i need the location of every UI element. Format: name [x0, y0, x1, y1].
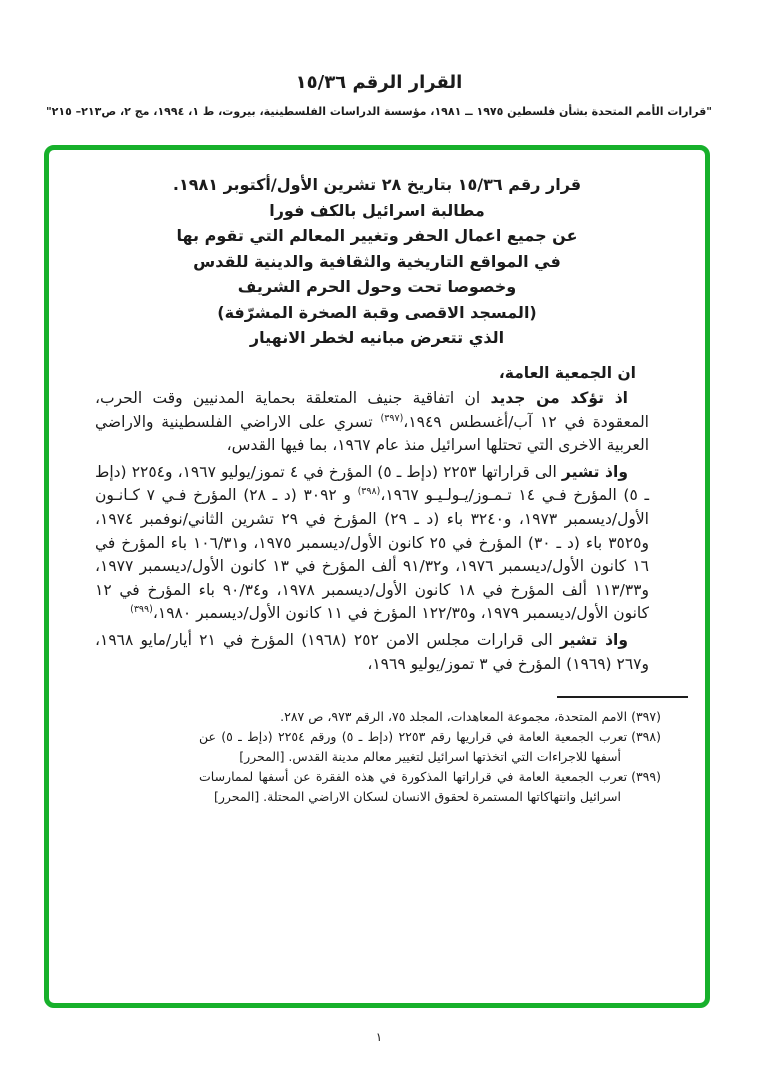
- footnote-ref-397: (٣٩٧): [380, 412, 404, 424]
- resolution-title-line: مطالبة اسرائيل بالكف فورا: [269, 200, 485, 220]
- paragraph-text: الى قراراتها ٢٢٥٣ (دإط ـ ٥) المؤرخ في ٤ تموز/يوليو ١٩٦٧، و٢٢٥٤ (دإط ـ ٥) المؤرخ فـي ١٤ تـمـوز/يـولـيـو ١٩٦٧،: [95, 462, 650, 505]
- footnote-ref-399: (٣٩٩): [130, 604, 153, 616]
- footnote-398: [199, 727, 661, 767]
- page-number: ١: [375, 1030, 383, 1044]
- preamble-paragraph-3: [95, 629, 649, 676]
- source-citation-line: "قرارات الأمم المتحدة بشأن فلسطين ١٩٧٥ ــ ١٩٨١، مؤسسة الدراسات الفلسطينية، بيروت، ط ١، ١٩٩٤، مج ٢، ص٢١٣– ٢١٥": [45, 105, 713, 118]
- preamble-heading: ان الجمعية العامة،: [498, 363, 636, 382]
- resolution-title-line: في المواقع التاريخية والثقافية والدينية للقدس: [193, 251, 561, 271]
- resolution-body: [95, 362, 649, 677]
- footnote-marker: (٣٩٩): [631, 769, 661, 785]
- footnote-separator-rule: [557, 696, 688, 698]
- resolution-title-line: عن جميع اعمال الحفر وتغيير المعالم التي تقوم بها: [176, 226, 578, 245]
- footnote-text: الامم المتحدة، مجموعة المعاهدات، المجلد ٧٥، الرقم ٩٧٣، ص ٢٨٧.: [280, 709, 628, 725]
- footnote-399: [199, 767, 661, 807]
- footnotes-block: [199, 707, 661, 807]
- paragraph-text: و ٣٠٩٢ (د ـ ٢٨) المؤرخ فـي ٧ كـانـون الأول/ديسمبر ١٩٧٣، و٣٢٤٠ باء (د ـ ٢٩) المؤرخ في ٢٩ تشرين الثاني/نوفمبر ١٩٧٤، و٣٥٢٥ باء (د ـ ٣٠) المؤرخ في ٢٥ كانون الأول/ديسمبر ١٩٧٥، و١٠٦/٣١ باء المؤرخ في ١٦ كانون الأول/ديسمبر ١٩٧٦، و٩١/٣٢ ألف المؤرخ في ١٣ كانون الأول/ديسمبر ١٩٧٧، و١١٣/٣٣ ألف المؤرخ في ١٨ كانون الأول/ديسمبر ١٩٧٨، و٩٠/٣٤ باء المؤرخ في ١٢ كانون الأول/ديسمبر ١٩٧٩، و١٢٢/٣٥ المؤرخ في ١١ كانون الأول/ديسمبر ١٩٨٠،: [95, 486, 650, 623]
- resolution-title-line: قرار رقم ١٥/٣٦ بتاريخ ٢٨ تشرين الأول/أكتوبر ١٩٨١.: [172, 175, 582, 194]
- footnote-marker: (٣٩٧): [631, 709, 661, 725]
- resolution-title-line: الذي تتعرض مبانيه لخطر الانهيار: [249, 328, 505, 347]
- preamble-paragraph-1: [95, 387, 649, 458]
- footnote-397: [199, 707, 661, 727]
- resolution-frame: [44, 145, 710, 1008]
- resolution-title-line: وخصوصا تحت وحول الحرم الشريف: [237, 277, 517, 296]
- footnote-marker: (٣٩٨): [631, 729, 661, 745]
- paragraph-text: الى قرارات مجلس الامن ٢٥٢ (١٩٦٨) المؤرخ في ٢١ أيار/مايو ١٩٦٨، و٢٦٧ (١٩٦٩) المؤرخ في ٣ تموز/يوليو ١٩٦٩،: [95, 631, 649, 673]
- paragraph-lead: واذ تشير: [561, 462, 628, 481]
- page-title: القرار الرقم ١٥/٣٦: [295, 72, 463, 93]
- paragraph-text: تسري على الاراضي الفلسطينية والاراضي العربية الاخرى التي تحتلها اسرائيل منذ عام ١٩٦٧، بما فيها القدس،: [95, 412, 649, 455]
- resolution-title-line: (المسجد الاقصى وقبة الصخرة المشرّفة): [217, 302, 537, 322]
- preamble-paragraph-2: [95, 461, 649, 626]
- paragraph-text: ان اتفاقية جنيف المتعلقة بحماية المدنيين وقت الحرب، المعقودة في ١٢ آب/أغسطس ١٩٤٩،: [95, 389, 649, 431]
- paragraph-lead: واذ تشير: [559, 631, 628, 650]
- paragraph-lead: اذ تؤكد من جديد: [490, 389, 628, 408]
- footnote-text: تعرب الجمعية العامة في قراريها رقم ٢٢٥٣ (دإط ـ ٥) ورقم ٢٢٥٤ (دإط ـ ٥) عن أسفها للاجراءات التي اتخذتها اسرائيل لتغيير معالم مدينة القدس. [المحرر]: [199, 729, 628, 765]
- footnote-text: تعرب الجمعية العامة في قراراتها المذكورة في هذه الفقرة عن أسفها لممارسات اسرائيل وانتهاكاتها المستمرة لحقوق الانسان لسكان الاراضي المحتلة. [المحرر]: [199, 769, 628, 805]
- footnote-ref-398: (٣٩٨): [357, 486, 381, 498]
- resolution-title-block: [89, 172, 665, 351]
